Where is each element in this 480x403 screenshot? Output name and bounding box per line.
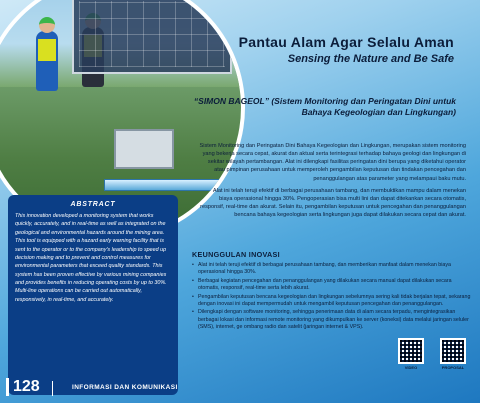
body-paragraph-1: Sistem Monitoring dan Peringatan Dini Bahaya Kegeologian dan Lingkungan, merupakan sistem monitoring yang bekerja secara cepat, akurat dan aktual serta terintegrasi terhadap bahaya geologi dan lingkungan di sekitar wilayah pertambangan. Alat ini dilengkapi fasilitas peringatan dini berupa yang diketahui operator atau pimpinan perusahaan untuk memperoleh pengambilan keputusan dan tindakan pencegahan dan penanggulangan atas parameter yang melampaui baku mutu.	[199, 143, 466, 182]
keunggulan-list	[192, 262, 472, 332]
solar-panel	[72, 0, 232, 74]
page-number: 128	[6, 378, 40, 396]
headline	[239, 34, 454, 65]
body-text	[198, 142, 466, 223]
page-footer	[0, 374, 480, 403]
innovation-subtitle: “SIMON BAGEOL” (Sistem Monitoring dan Peringatan Dini untuk Bahaya Kegeologian dan Lingkungan)	[193, 96, 456, 117]
keunggulan-section	[192, 250, 472, 333]
category-label: INFORMASI DAN KOMUNIKASI	[72, 384, 178, 391]
video-qr-label: VIDEO	[404, 365, 418, 370]
body-paragraph-2: Alat ini telah teruji efektif di berbagai perusahaan tambang, dan membuktikan mampu dalam menekan biaya operasional hingga 30%. Pengoperasian bisa multi lini dan dapat ditekankan secara otomatis, responsif, real-time dan akurat. Selain itu, pengambilan keputusan untuk pencegahan dan penanggulangan bencana bahaya kegeologian serta lingkungan juga dapat dilakukan secara cepat dan akurat.	[200, 187, 466, 219]
footer-divider	[52, 381, 53, 396]
qr-code-icon	[398, 338, 424, 364]
abstract-heading: ABSTRACT	[70, 201, 116, 208]
monitoring-station	[114, 129, 174, 169]
keunggulan-heading: KEUNGGULAN INOVASI	[192, 250, 280, 259]
proposal-qr-label: PROPOSAL	[441, 365, 465, 370]
keunggulan-item: • Alat ini telah teruji efektif di berbagai perusahaan tambang, dan memberikan manfaat dalam menekan biaya operasional hingga 30%.	[192, 262, 472, 277]
abstract-text: This innovation developed a monitoring system that works quickly, accurately, and in real-time as well as integrated on the geological and environmental hazards around the mining area. This tool is equipped with a hazard early warning facility that is sent to the operator or to the company's leadership to speed up decision making and to prevent and control measures for environmental parameters that exceed quality standards. This system has been proven effective by various mining companies and provides benefits in reducing operating costs by up to 30%. Multi-line operations can be carried out automatically, responsively, in real-time, and accurately.	[15, 213, 167, 303]
qr-code-icon	[440, 338, 466, 364]
abstract-box	[8, 195, 178, 395]
page-tagline: Sensing the Nature and Be Safe	[287, 53, 454, 65]
keunggulan-item: • Pengambilan keputusan bencana kegeologian dan lingkungan sebelumnya sering kali tidak berjalan tepat, sekarang dengan inovasi ini dapat mempermudah untuk mengambil keputusan pencegahan dan penanggulangan.	[192, 294, 472, 309]
keunggulan-item: • Dilengkapi dengan software monitoring, sehingga penerimaan data di alam secara terpadu, mengintegrasikan berbagai lokasi dan informasi remote monitoring yang dikumpulkan ke server (koneksi) data melalui jaringan seluler (SMS), internet, ge ombang radio dan satelit (jaringan internet & VPS).	[192, 309, 472, 331]
keunggulan-item: • Berbagai kegiatan pencegahan dan penanggulangan yang dilakukan secara manual dapat dilakukan secara otomatis, responsif, real-time serta lebih akurat.	[192, 278, 472, 293]
page-title: Pantau Alam Agar Selalu Aman	[238, 34, 454, 50]
video-qr[interactable]	[398, 338, 424, 370]
proposal-qr[interactable]	[440, 338, 466, 370]
worker-figure-left	[36, 31, 58, 91]
